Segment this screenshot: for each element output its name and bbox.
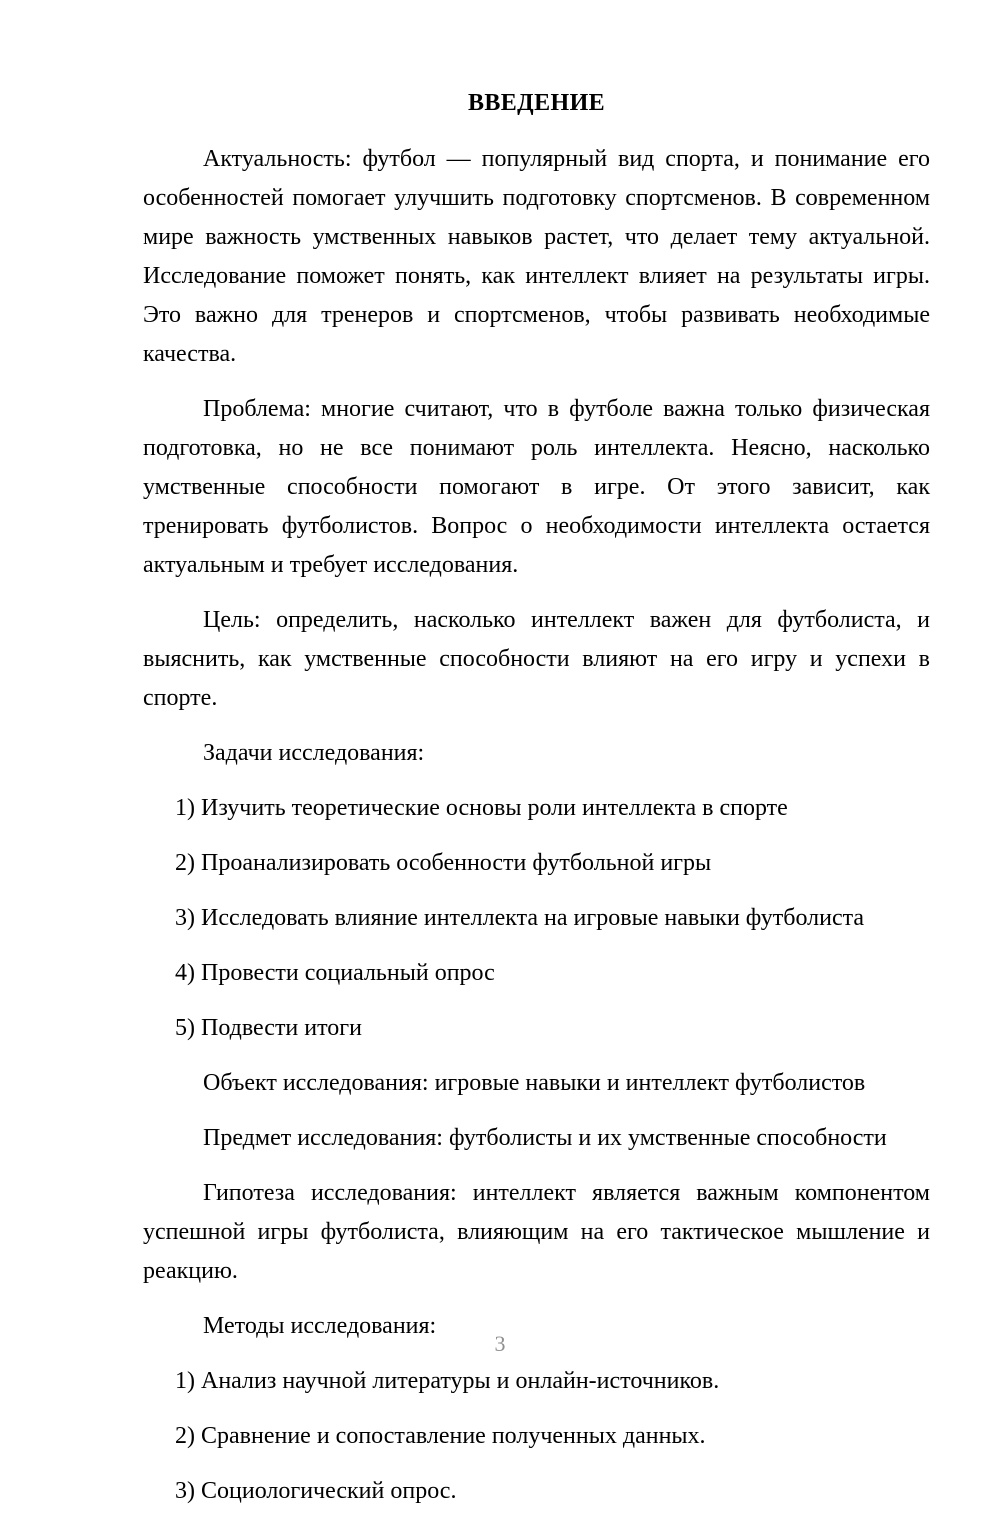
paragraph-object: Объект исследования: игровые навыки и интеллект футболистов — [203, 1070, 866, 1096]
list-item: 3) Социологический опрос. — [175, 1478, 457, 1504]
paragraph-problem: Проблема: многие считают, что в футболе важна только физическая подготовка, но не все понимают роль интеллекта. Неясно, насколько умственные способности помогают в игре. От этого зависит, как тренировать футболистов. Вопрос о необходимости интеллекта остается актуальным и требует исследования. — [143, 396, 930, 578]
list-item: 3) Исследовать влияние интеллекта на игровые навыки футболиста — [175, 905, 865, 931]
list-item: 1) Изучить теоретические основы роли интеллекта в спорте — [175, 795, 788, 821]
tasks-heading: Задачи исследования: — [203, 740, 425, 766]
page-title: ВВЕДЕНИЕ — [467, 90, 606, 116]
paragraph-goal: Цель: определить, насколько интеллект важен для футболиста, и выяснить, как умственные способности влияют на его игру и успехи в спорте. — [143, 607, 930, 711]
paragraph-relevance: Актуальность: футбол — популярный вид спорта, и понимание его особенностей помогает улучшить подготовку спортсменов. В современном мире важность умственных навыков растет, что делает тему актуальной. Исследование поможет понять, как интеллект влияет на результаты игры. Это важно для тренеров и спортсменов, чтобы развивать необходимые качества. — [143, 146, 930, 367]
list-item: 2) Проанализировать особенности футбольной игры — [175, 850, 712, 876]
list-item: 2) Сравнение и сопоставление полученных данных. — [175, 1423, 706, 1449]
list-item: 5) Подвести итоги — [175, 1015, 362, 1041]
paragraph-subject: Предмет исследования: футболисты и их умственные способности — [203, 1125, 887, 1151]
page-number: 3 — [494, 1331, 506, 1356]
list-item: 1) Анализ научной литературы и онлайн-источников. — [175, 1368, 720, 1394]
methods-heading: Методы исследования: — [203, 1313, 437, 1339]
document-body — [143, 88, 930, 1527]
list-item: 4) Провести социальный опрос — [175, 960, 495, 986]
paragraph-hypothesis: Гипотеза исследования: интеллект является важным компонентом успешной игры футболиста, влияющим на его тактическое мышление и реакцию. — [143, 1180, 930, 1284]
